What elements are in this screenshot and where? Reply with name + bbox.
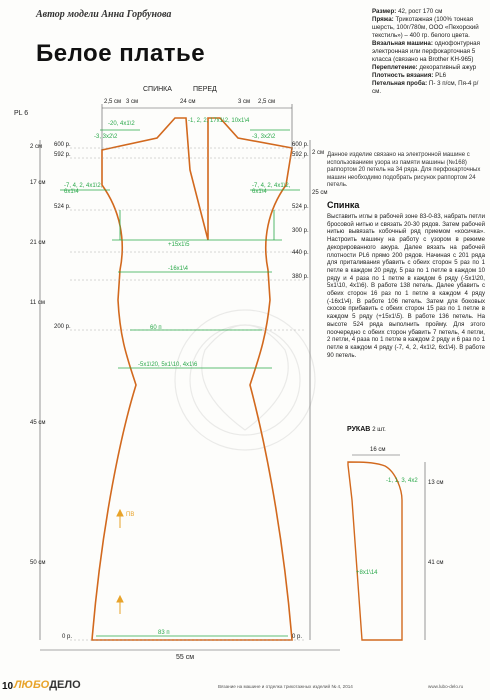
label-st-60: 60 п <box>150 325 162 331</box>
label-armhole-right: -7, 4, 2, 4х1\2, 6х1\4 <box>252 183 291 195</box>
watermark-emblem <box>175 310 315 450</box>
dim-3-right: 3 см <box>238 99 251 105</box>
dim-11cm: 11 см <box>30 300 46 306</box>
dim-17cm: 17 см <box>30 180 46 186</box>
dress-outline <box>92 118 292 640</box>
label-dec-mid: -5х1\20, 5х1\10, 4х1\6 <box>138 362 198 368</box>
stitch-count-lines <box>60 130 300 636</box>
sleeve-sub: 2 шт. <box>372 427 386 433</box>
brand-a: ЛЮБО <box>14 679 50 691</box>
row-524-right: 524 р. <box>292 204 309 210</box>
label-shoulder-left: -3, 3х2\2 <box>94 134 118 140</box>
row-0-left: 0 р. <box>62 634 73 640</box>
label-back: СПИНКА <box>143 86 172 93</box>
spec-loop-label: Петельная проба: <box>372 80 428 87</box>
dim-width-total: 55 см <box>176 654 195 661</box>
dim-right-2cm: 2 см <box>312 150 325 156</box>
row-380-right: 380 р. <box>292 274 309 280</box>
dim-45cm: 45 см <box>30 420 46 426</box>
page-number: 10 <box>2 681 14 692</box>
pattern-note: Данное изделие связано на электронной машине с использованием узора из памяти машины (№168) раппортом 20 петель на 34 ряда. Для перфокарточных машин необходимо подобрать рисунок раппортом 24 петель. <box>327 152 481 189</box>
spec-machine-label: Вязальная машина: <box>372 40 433 47</box>
label-st-83: 83 п <box>158 630 170 636</box>
dim-right-25cm: 25 см <box>312 190 328 196</box>
sleeve-width: 16 см <box>370 447 386 453</box>
row-600-right: 600 р. <box>292 142 309 148</box>
dim-50cm: 50 см <box>30 560 46 566</box>
row-592-left: 592 р. <box>54 152 71 158</box>
label-front: ПЕРЕД <box>193 86 217 93</box>
row-300-right: 300 р. <box>292 228 309 234</box>
dim-21cm: 21 см <box>30 240 46 246</box>
label-increase: +15х1\5 <box>168 242 190 248</box>
dim-2-5-left: 2,5 см <box>104 99 122 105</box>
label-knit-dir: ПВ <box>126 512 135 518</box>
back-instructions: Выставить иглы в рабочей зоне 83-0-83, набрать петли бросовой нитью и связать 20-30 рядов. Затем рабочей нитью вывязать кобочный ряд приемом «косичка». Настроить машину на работу с узором в режиме декорированного ажура. Далее вязать на рабочей плотности PL6 прямо 200 рядов. Начиная с 201 ряда для приталивания убавить с обеих сторон 5 раз по 1 петле в каждом 20 ряду, 5 раз по 1 петле в каждом 10 ряду и 4 раза по 1 петле в каждом 6 ряду (-5х1\20, 5х1\10, 4х1\6). В работе 138 петель. Далее убавить с обеих сторон 16 раз по 1 петле в каждом 4 ряду (-16х1\4). В работе 106 петель. Затем для боковых скосов прибавить с обеих сторон 15 раз по 1 петле в каждом 5 ряду (+15х1\5). В работе 136 петель. На высоте 524 ряда выполнить пройму. Для этого поочередно с обеих сторон убавить 7 петель, 4 петли, 2 петли, 4 раза по 1 петле в каждом 2 ряду и 6 раз по 1 петле в каждом 4 ряду (-7, 4, 2, 4х1\2, 6х1\4). В работе 90 петель. <box>327 213 485 359</box>
section-back-title: Спинка <box>327 200 360 210</box>
sleeve-inc: +8х1\14 <box>356 570 378 576</box>
label-pl: PL 6 <box>14 110 29 117</box>
dim-24: 24 см <box>180 99 196 105</box>
spec-loop-value: П- 3 п/см, Пя-4 р/см. <box>372 80 479 95</box>
row-592-right: 592 р. <box>292 152 309 158</box>
label-neck: -1, 2, 2, 17х1\2, 10х1\4 <box>188 118 250 124</box>
spec-weave-value: декоративный ажур <box>419 64 477 71</box>
spec-yarn-label: Пряжа: <box>372 16 394 23</box>
sleeve-h1: 13 см <box>428 480 444 486</box>
author-line: Автор модели Анна Горбунова <box>36 9 172 20</box>
row-524-left: 524 р. <box>54 204 71 210</box>
dim-2cm: 2 см <box>30 144 43 150</box>
spec-size-value: 42, рост 170 см <box>398 8 443 15</box>
footer-issue-line: Вязание на машине и отделка трикотажных изделий № 4, 2014 <box>218 684 353 689</box>
sleeve-title <box>347 426 386 433</box>
brand-b: ДЕЛО <box>49 679 81 691</box>
label-shoulder: -20, 4х1\2 <box>108 121 135 127</box>
row-200-left: 200 р. <box>54 324 71 330</box>
dim-3-left: 3 см <box>126 99 139 105</box>
spec-machine-value: однофонтурная электронная или перфокарточная 5 класса (связано на Brother KH-965) <box>372 40 480 63</box>
page-title: Белое платье <box>36 40 206 67</box>
spec-yarn-value: Трикотажная (100% тонкая шерсть, 100г/780м, ООО «Пехорский текстиль») – 400 гр. белого цвета. <box>372 16 479 39</box>
row-600-left: 600 р. <box>54 142 71 148</box>
row-guides <box>70 148 305 640</box>
label-dec-16: -16х1\4 <box>168 266 189 272</box>
sleeve-cap-dec: -1, 1, 3, 4х2 <box>386 478 418 484</box>
spec-size-label: Размер: <box>372 8 397 15</box>
sleeve-title-text: РУКАВ <box>347 426 371 433</box>
row-440-right: 440 р. <box>292 250 309 256</box>
spec-density-label: Плотность вязания: <box>372 72 434 79</box>
label-shoulder-right: -3, 3х2\2 <box>252 134 276 140</box>
sleeve-outline <box>348 462 402 640</box>
row-0-right: 0 р. <box>292 634 303 640</box>
knit-direction-arrows <box>117 510 123 614</box>
magazine-logo <box>14 679 81 691</box>
spec-weave-label: Переплетение: <box>372 64 418 71</box>
spec-density-value: PL6 <box>435 72 447 79</box>
footer-site: www.lubo-delo.ru <box>428 684 464 689</box>
dim-2-5-right: 2,5 см <box>258 99 276 105</box>
sleeve-h2: 41 см <box>428 560 444 566</box>
label-armhole-left: -7, 4, 2, 4х1\2, 6х1\4 <box>64 183 103 195</box>
